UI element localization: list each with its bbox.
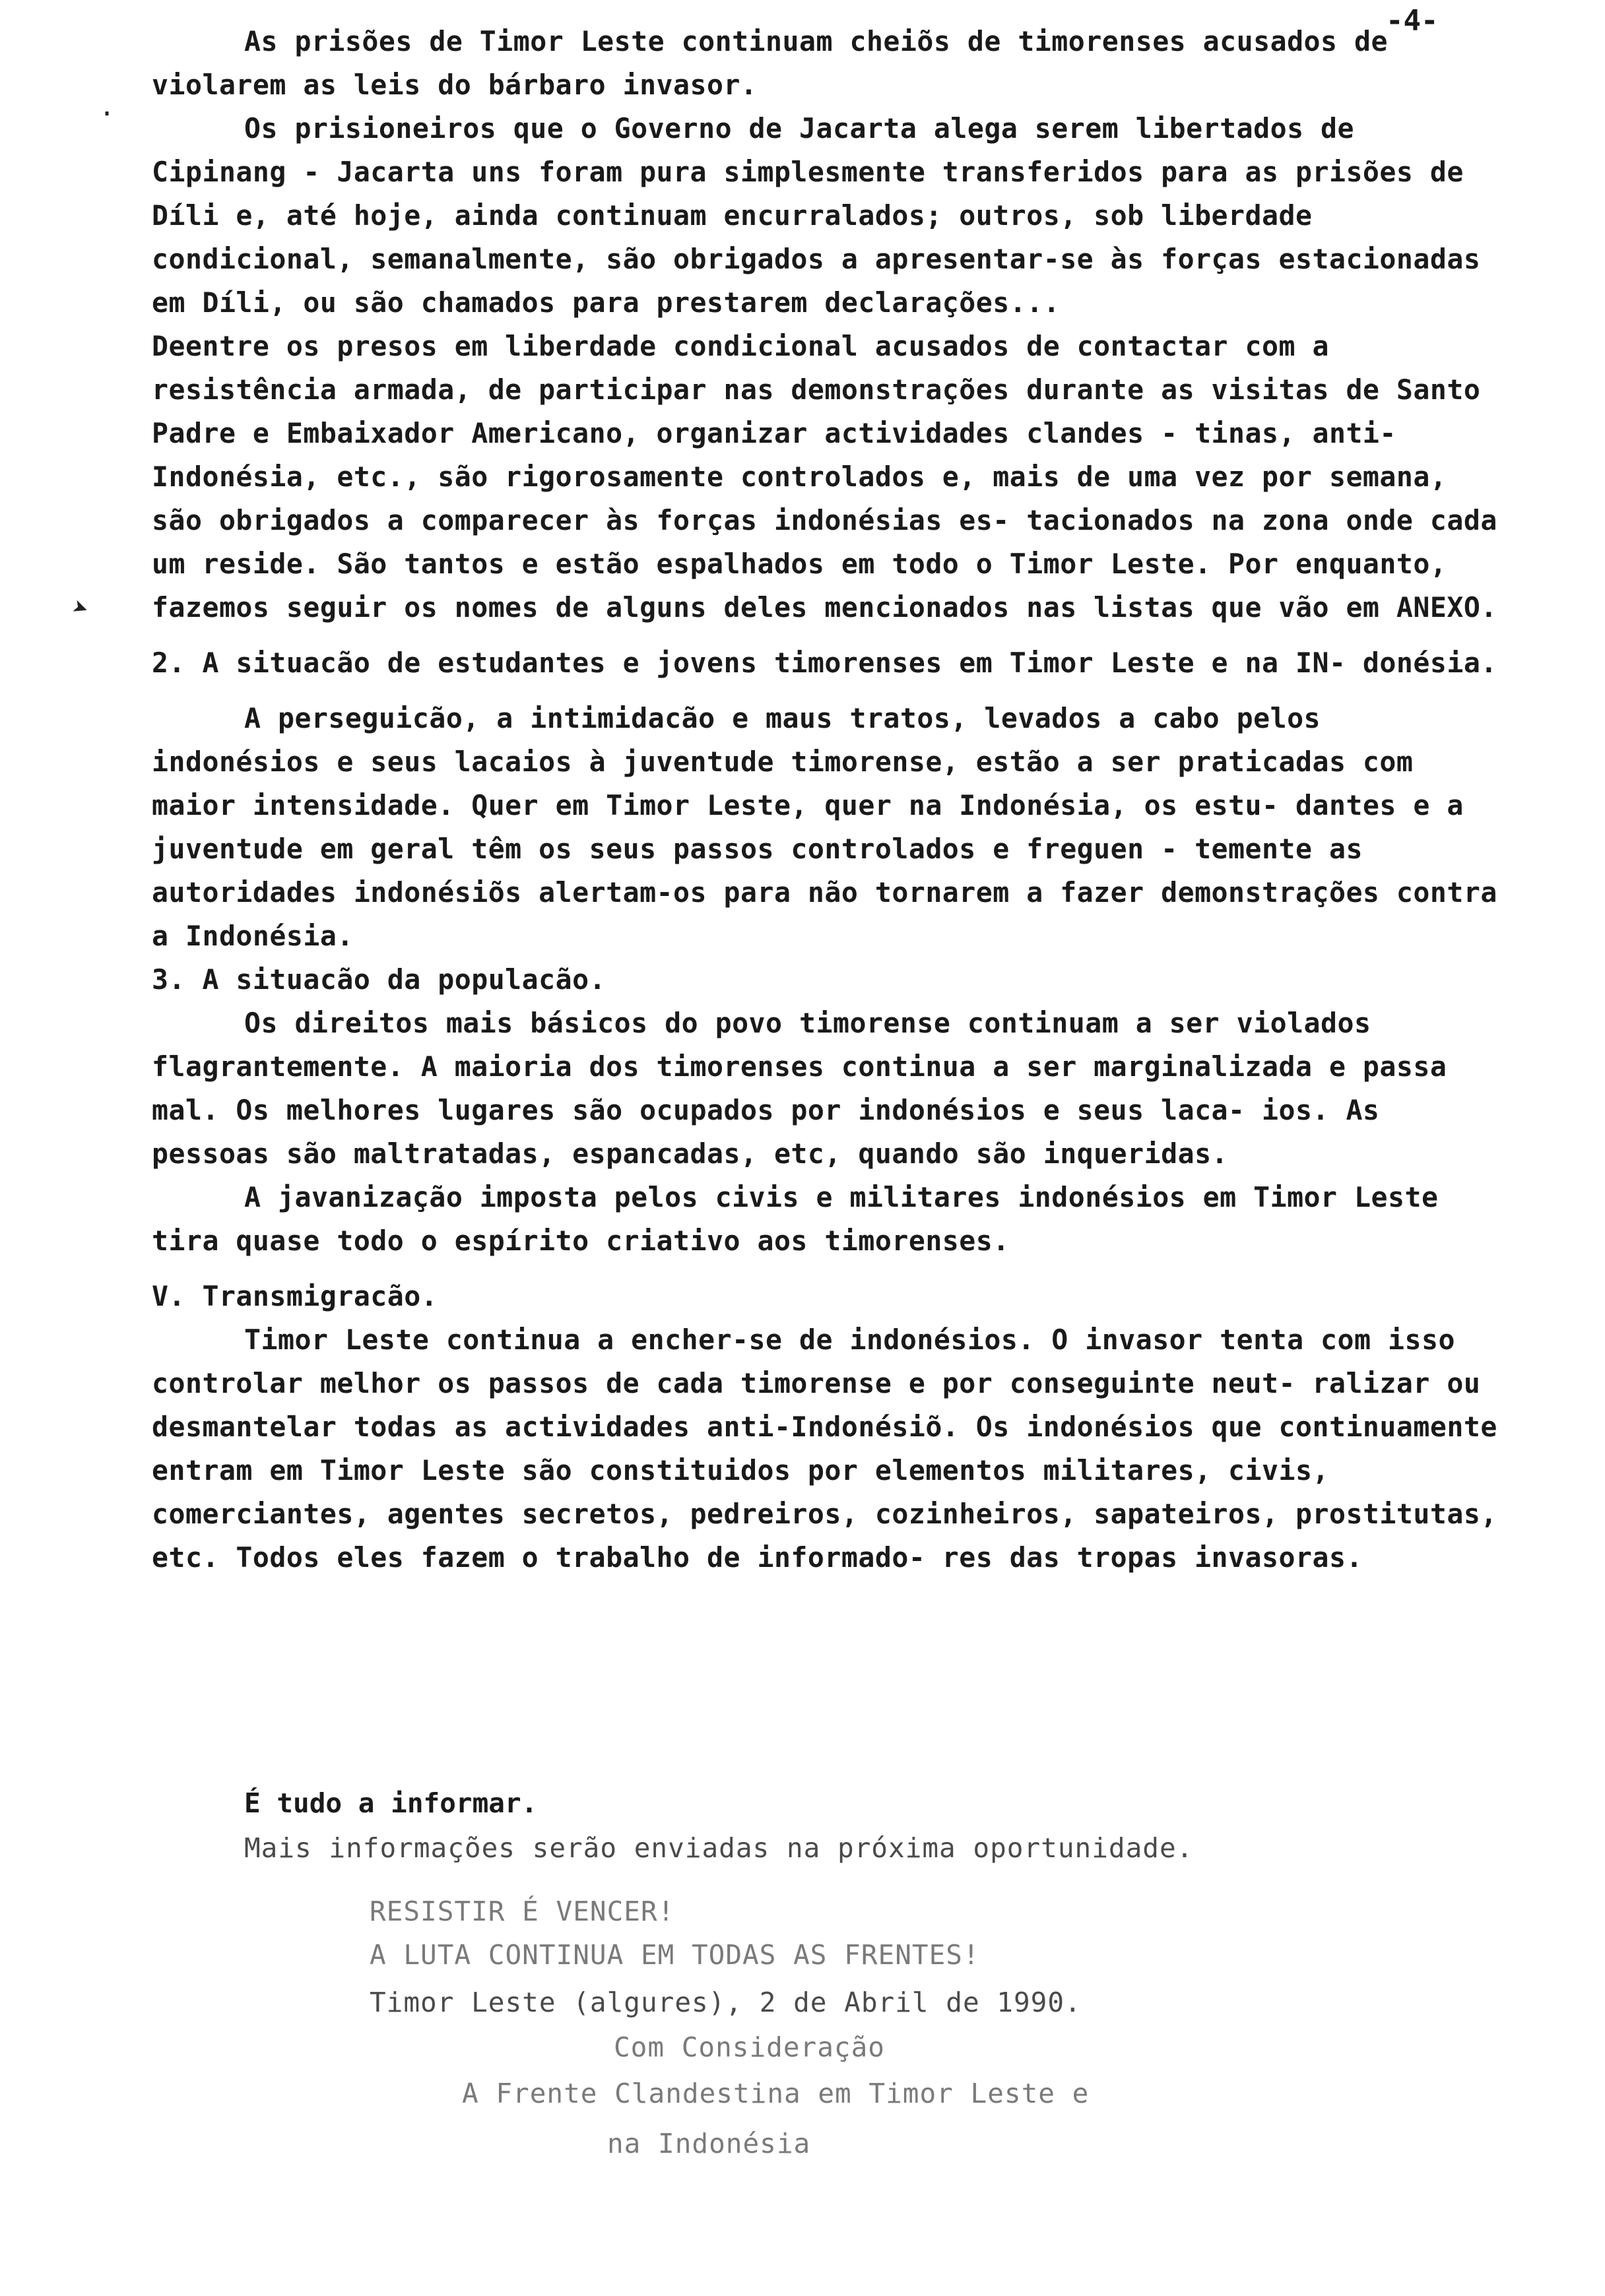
paragraph-prisons: As prisões de Timor Leste continuam cheiõs de timorenses acusados de violarem as leis do bárbaro invasor. — [152, 25, 1388, 101]
signature-line-1: A Frente Clandestina em Timor Leste e — [462, 2078, 1090, 2109]
margin-dot-icon: · — [99, 99, 115, 129]
paragraph-conditional-liberty: Deentre os presos em liberdade condicional acusados de contactar com a resistência armada, de participar nas demonstrações durante as visitas de Santo Padre e Embaixador Americano, organizar actividades clandes - tinas, anti-Indonésia, etc., são rigorosamente controlados e, mais de uma vez por semana, são obrigados a comparecer às forças indonésias es- tacionados na zona onde cada um reside. São tantos e estão espalhados em todo o Timor Leste. Por enquanto, fazemos seguir os nomes de alguns deles mencionados nas listas que vão em ANEXO. — [152, 330, 1497, 623]
section-heading-transmigration: V. Transmigracão. — [152, 1280, 438, 1312]
paragraph-javanization: A javanização imposta pelos civis e militares indonésios em Timor Leste tira quase todo o espírito criativo aos timorenses. — [152, 1181, 1439, 1257]
page-number: -4- — [1386, 4, 1439, 38]
paragraph-population: Os direitos mais básicos do povo timorense continuam a ser violados flagrantemente. A maioria dos timorenses continua a ser marginalizada e passa mal. Os melhores lugares são ocupados por indonésios e seus laca- ios. As pessoas são maltratadas, espancadas, etc, quando são inqueridas. — [152, 1007, 1447, 1170]
body-text — [152, 20, 1505, 1579]
margin-arrow-icon: ➤ — [67, 592, 94, 626]
regards: Com Consideração — [614, 2031, 885, 2063]
section-heading-students: 2. A situacão de estudantes e jovens timorenses em Timor Leste e na IN- donésia. — [152, 647, 1497, 679]
slogan-resistir: RESISTIR É VENCER! — [370, 1896, 675, 1927]
closing-line-2: Mais informações serão enviadas na próxima oportunidade. — [244, 1832, 1194, 1864]
slogan-luta-continua: A LUTA CONTINUA EM TODAS AS FRENTES! — [370, 1939, 980, 1971]
place-date: Timor Leste (algures), 2 de Abril de 1990. — [370, 1987, 1082, 2018]
paragraph-prisoners: Os prisioneiros que o Governo de Jacarta alega serem libertados de Cipinang - Jacarta uns foram pura simplesmente transferidos para as prisões de Díli e, até hoje, ainda continuam encurralados; outros, sob liberdade condicional, semanalmente, são obrigados a apresentar-se às forças estacionadas em Díli, ou são chamados para prestarem declarações... — [152, 112, 1481, 319]
paragraph-transmigration: Timor Leste continua a encher-se de indonésios. O invasor tenta com isso controlar melhor os passos de cada timorense e por conseguinte neut- ralizar ou desmantelar todas as actividades anti-Indonésiõ. Os indonésios que continuamente entram em Timor Leste são constituidos por elementos militares, civis, comerciantes, agentes secretos, pedreiros, cozinheiros, sapateiros, prostitutas, etc. Todos eles fazem o trabalho de informado- res das tropas invasoras. — [152, 1323, 1497, 1574]
signature-line-2: na Indonésia — [607, 2128, 811, 2159]
closing-line-1: É tudo a informar. — [244, 1787, 538, 1819]
paragraph-students: A perseguicão, a intimidacão e maus tratos, levados a cabo pelos indonésios e seus lacaios à juventude timorense, estão a ser praticadas com maior intensidade. Quer em Timor Leste, quer na Indonésia, os estu- dantes e a juventude em geral têm os seus passos controlados e freguen - temente as autoridades indonésiõs alertam-os para não tornarem a fazer demonstrações contra a Indonésia. — [152, 702, 1497, 952]
section-heading-population: 3. A situacão da populacão. — [152, 963, 606, 996]
